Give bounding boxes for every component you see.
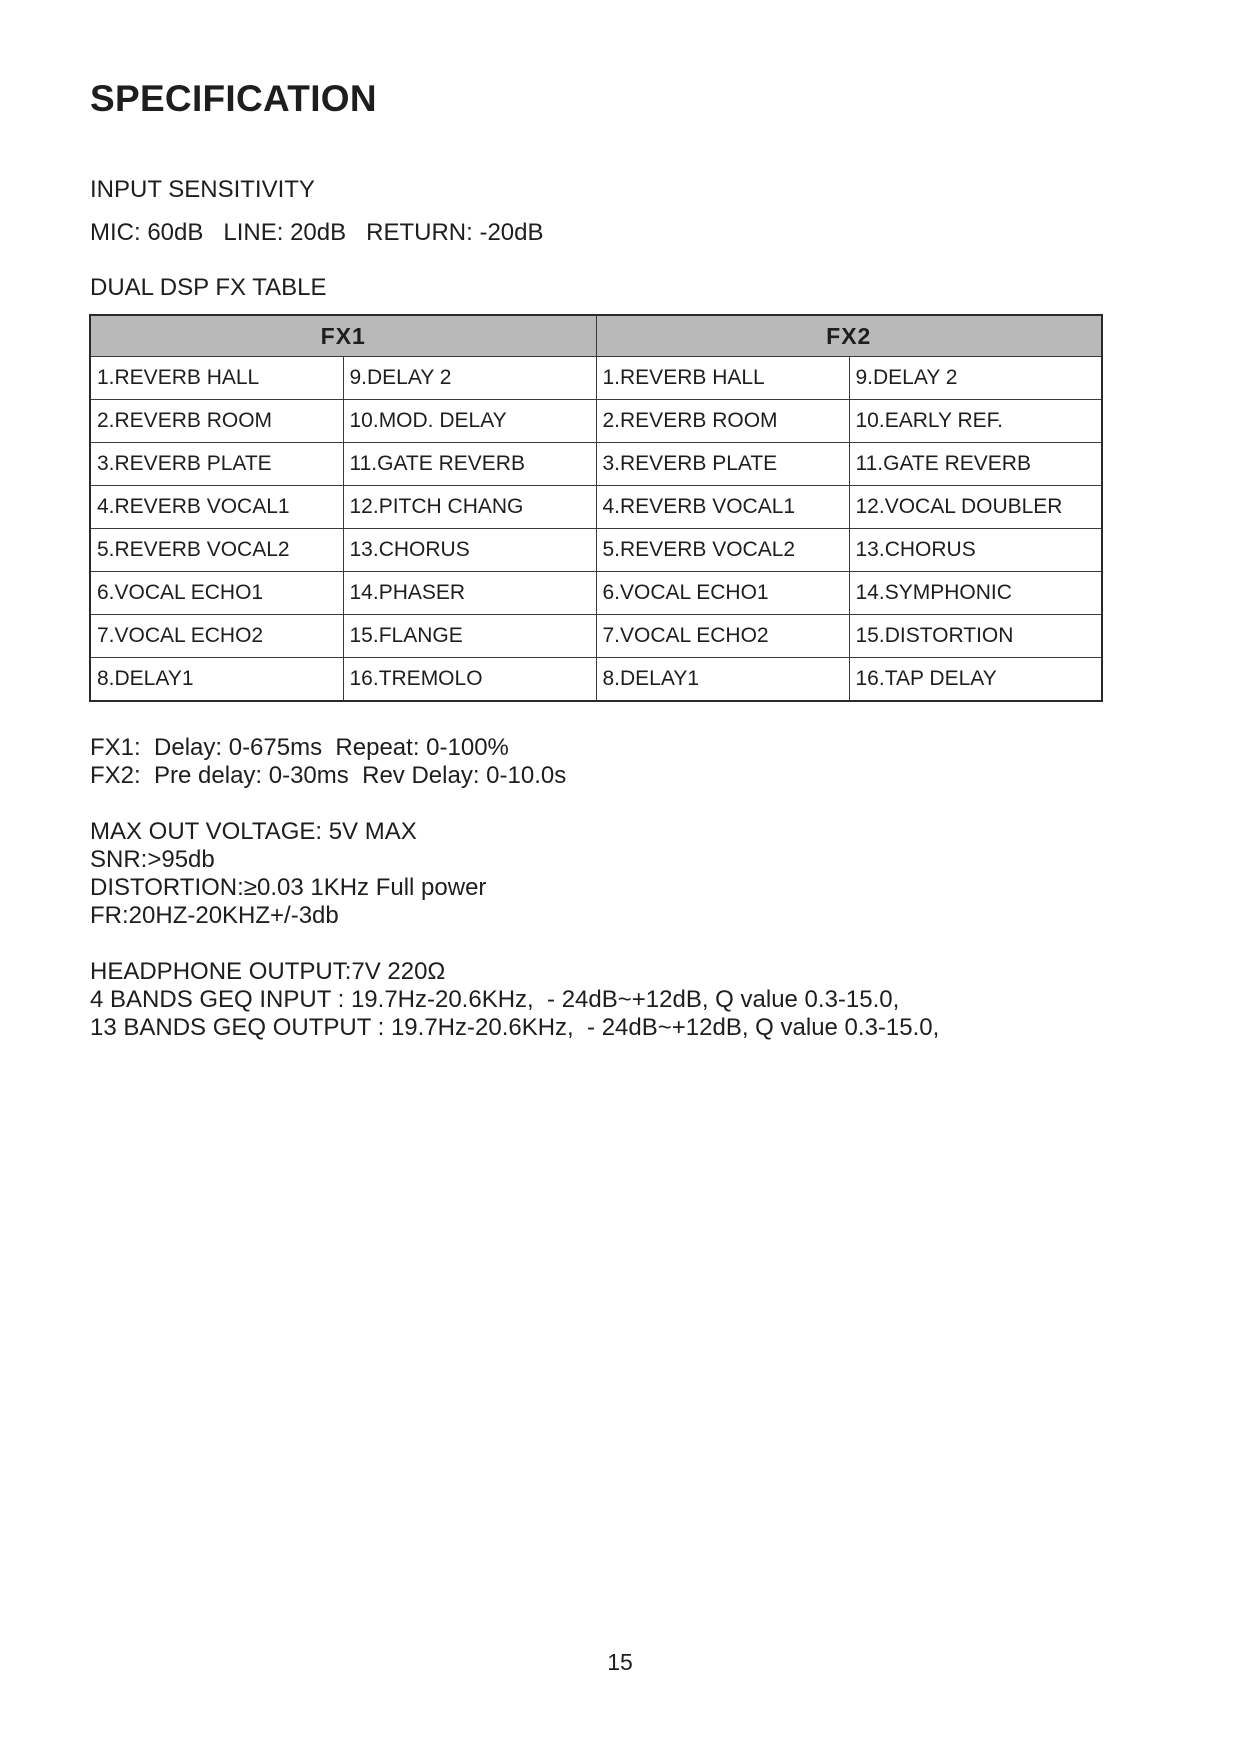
table-row [90, 658, 1102, 702]
fx-table-heading: DUAL DSP FX TABLE [90, 274, 327, 301]
table-cell: 1.REVERB HALL [90, 357, 343, 400]
table-cell: 9.DELAY 2 [849, 357, 1102, 400]
table-cell: 4.REVERB VOCAL1 [90, 486, 343, 529]
table-cell: 2.REVERB ROOM [596, 400, 849, 443]
table-cell: 16.TREMOLO [343, 658, 596, 702]
table-row [90, 400, 1102, 443]
table-cell: 5.REVERB VOCAL2 [596, 529, 849, 572]
table-cell: 7.VOCAL ECHO2 [596, 615, 849, 658]
table-cell: 10.EARLY REF. [849, 400, 1102, 443]
table-row [90, 529, 1102, 572]
max-out-voltage: MAX OUT VOLTAGE: 5V MAX [90, 818, 417, 845]
table-cell: 9.DELAY 2 [343, 357, 596, 400]
table-row [90, 572, 1102, 615]
page-title: SPECIFICATION [90, 78, 377, 119]
table-cell: 4.REVERB VOCAL1 [596, 486, 849, 529]
table-cell: 11.GATE REVERB [849, 443, 1102, 486]
table-cell: 16.TAP DELAY [849, 658, 1102, 702]
table-cell: 12.VOCAL DOUBLER [849, 486, 1102, 529]
table-cell: 7.VOCAL ECHO2 [90, 615, 343, 658]
table-cell: 6.VOCAL ECHO1 [596, 572, 849, 615]
table-row [90, 443, 1102, 486]
fx1-params: FX1: Delay: 0-675ms Repeat: 0-100% [90, 734, 509, 761]
geq-input-spec: 4 BANDS GEQ INPUT : 19.7Hz-20.6KHz, - 24dB~+12dB, Q value 0.3-15.0, [90, 986, 900, 1013]
table-cell: 14.SYMPHONIC [849, 572, 1102, 615]
table-cell: 13.CHORUS [343, 529, 596, 572]
headphone-output-spec: HEADPHONE OUTPUT:7V 220Ω [90, 958, 446, 985]
table-cell: 3.REVERB PLATE [596, 443, 849, 486]
table-row [90, 615, 1102, 658]
frequency-response-spec: FR:20HZ-20KHZ+/-3db [90, 902, 339, 929]
table-cell: 8.DELAY1 [596, 658, 849, 702]
table-cell: 8.DELAY1 [90, 658, 343, 702]
table-cell: 11.GATE REVERB [343, 443, 596, 486]
table-cell: 13.CHORUS [849, 529, 1102, 572]
table-cell: 14.PHASER [343, 572, 596, 615]
snr-spec: SNR:>95db [90, 846, 215, 873]
table-row [90, 486, 1102, 529]
table-cell: 15.FLANGE [343, 615, 596, 658]
table-cell: 6.VOCAL ECHO1 [90, 572, 343, 615]
table-cell: 10.MOD. DELAY [343, 400, 596, 443]
table-cell: 2.REVERB ROOM [90, 400, 343, 443]
input-sensitivity-values: MIC: 60dB LINE: 20dB RETURN: -20dB [90, 219, 544, 246]
page-number: 15 [607, 1649, 633, 1675]
fx-table-header-row [90, 315, 1102, 357]
fx-table [89, 314, 1103, 702]
fx1-column-header: FX1 [90, 315, 596, 357]
geq-output-spec: 13 BANDS GEQ OUTPUT : 19.7Hz-20.6KHz, - 24dB~+12dB, Q value 0.3-15.0, [90, 1014, 940, 1041]
distortion-spec: DISTORTION:≥0.03 1KHz Full power [90, 874, 487, 901]
table-cell: 5.REVERB VOCAL2 [90, 529, 343, 572]
table-cell: 3.REVERB PLATE [90, 443, 343, 486]
table-cell: 15.DISTORTION [849, 615, 1102, 658]
table-cell: 1.REVERB HALL [596, 357, 849, 400]
fx2-params: FX2: Pre delay: 0-30ms Rev Delay: 0-10.0s [90, 762, 567, 789]
table-cell: 12.PITCH CHANG [343, 486, 596, 529]
table-row [90, 357, 1102, 400]
fx2-column-header: FX2 [596, 315, 1102, 357]
input-sensitivity-heading: INPUT SENSITIVITY [90, 176, 315, 203]
